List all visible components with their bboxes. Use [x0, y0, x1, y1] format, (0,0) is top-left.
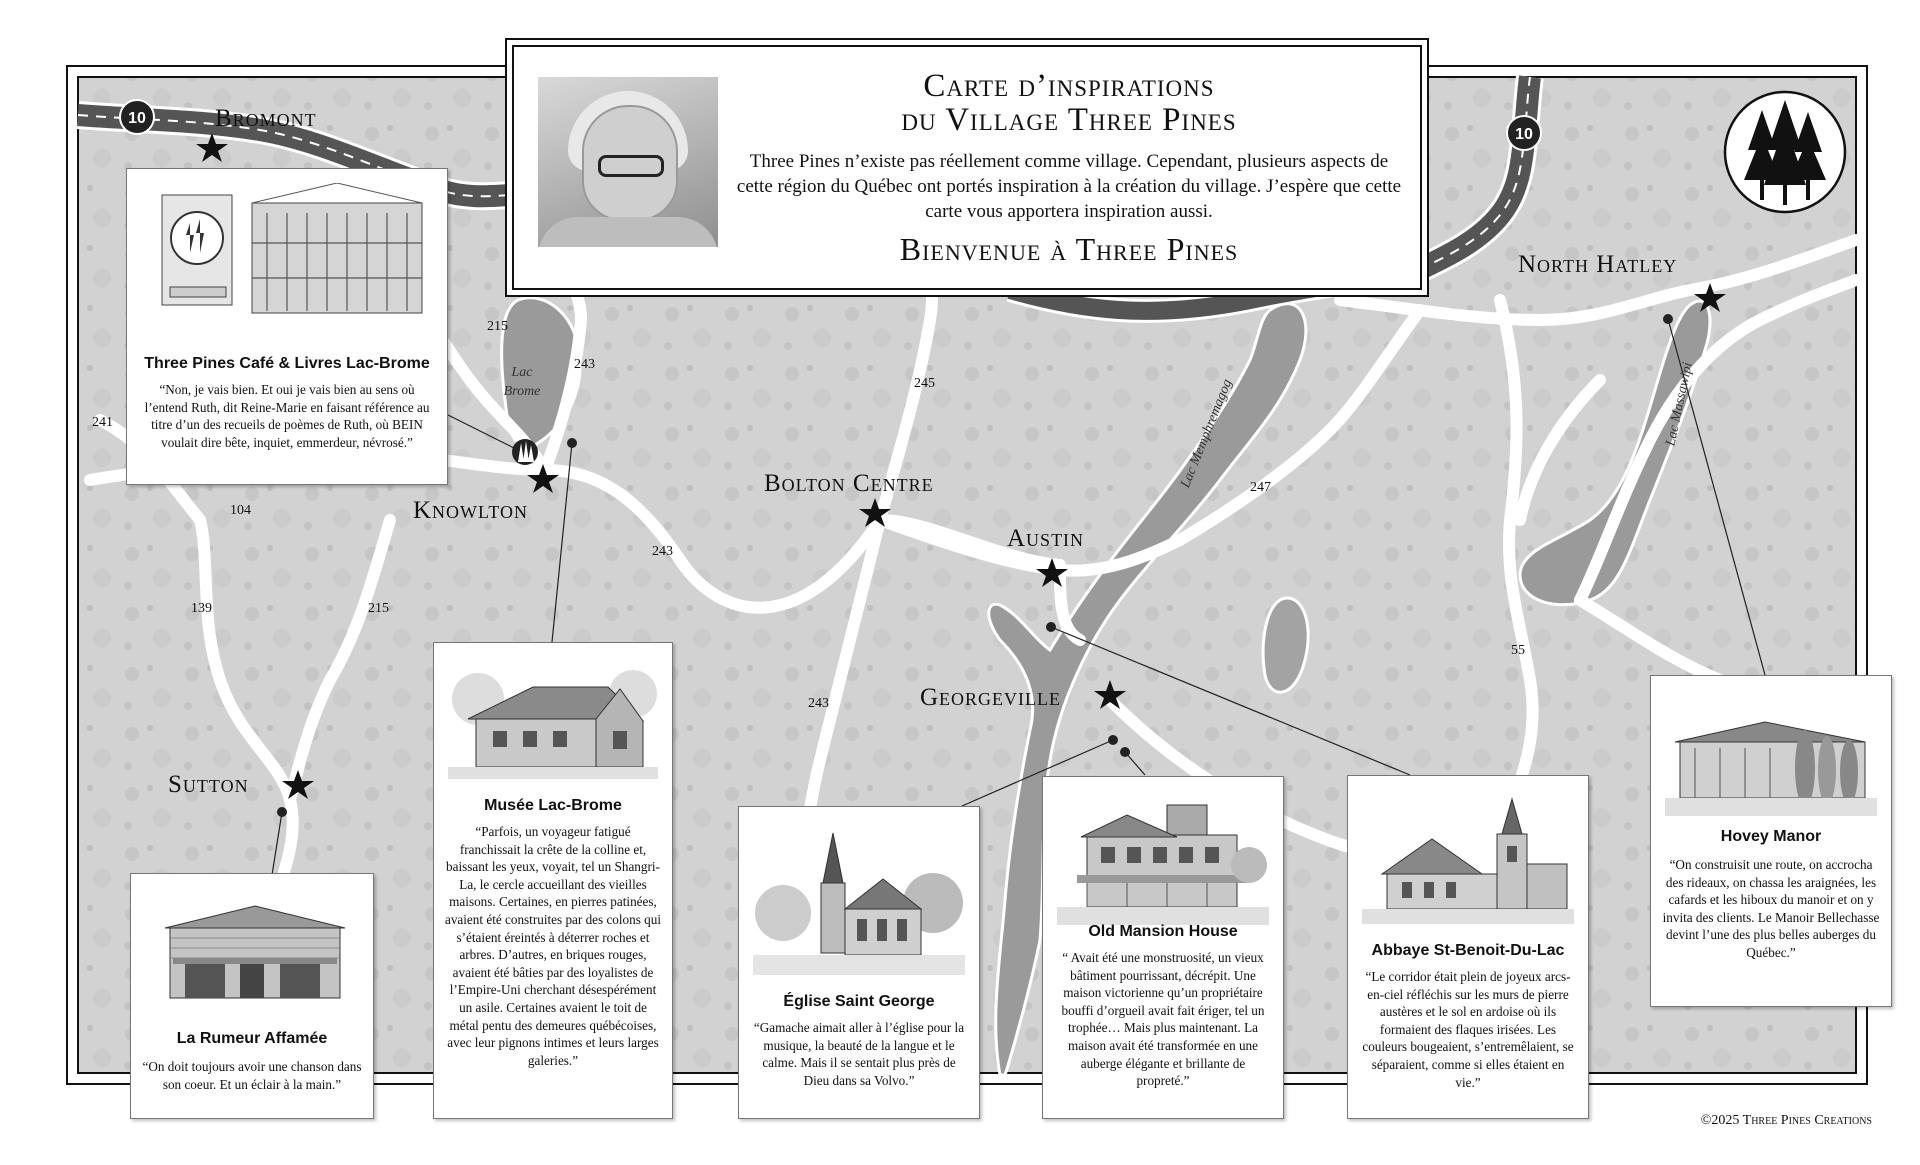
route-139: 139 [191, 601, 212, 616]
lake-massawipi-label: Lac Massawipi [1663, 361, 1696, 448]
highway-10-shield-west [120, 100, 154, 134]
lake-brome-label-line2: Brome [503, 384, 541, 399]
abbaye-name: Abbaye St-Benoit-Du-Lac [1371, 942, 1565, 959]
card-rumeur [130, 873, 374, 1119]
card-musee [433, 642, 673, 1119]
eglise-name: Église Saint George [783, 993, 935, 1010]
eglise-quote: “Gamache aimait aller à l’église pour la musique, la beauté de la langue et le calme. Mais il se sentait plus près de Dieu dans sa Volvo.” [753, 1020, 965, 1088]
town-bolton-centre: Bolton Centre [764, 470, 934, 497]
town-sutton: Sutton [168, 771, 249, 798]
cafe-quote: “Non, je vais bien. Et oui je vais bien au sens où l’entend Ruth, dit Reine-Marie en faisant référence au titre d’un des recueils de poèmes de Ruth, où BEIN voulait dire bête, inquiet, emmerdeur, névrosé.” [144, 382, 430, 450]
town-knowlton: Knowlton [413, 497, 529, 524]
hovey-illustration [1665, 698, 1877, 816]
map-intro: Three Pines n’existe pas réellement comme village. Cependant, plusieurs aspects de cette région du Québec ont portés inspiration à la création du village. J’espère que cette carte vous apportera inspiration aussi. [736, 151, 1402, 222]
hovey-name: Hovey Manor [1720, 828, 1822, 845]
town-bromont: Bromont [215, 105, 317, 132]
author-portrait [538, 77, 718, 247]
card-eglise [738, 806, 980, 1119]
route-215-south: 215 [368, 601, 389, 616]
copyright: ©2025 Three Pines Creations [1700, 1113, 1872, 1128]
cafe-name: Three Pines Café & Livres Lac-Brome [144, 355, 430, 372]
abbaye-quote: “Le corridor était plein de joyeux arcs-en-ciel réfléchis sur les murs de pierre austères et le sol en ardoise où ils formaient des flaques irisées. Les couleurs bougeaient, s’entremêlaient, se séparaient, comme si elles étaient en vie.” [1362, 969, 1574, 1090]
map-title-line1: Carte d’inspirations [923, 68, 1215, 104]
town-georgeville: Georgeville [920, 684, 1062, 711]
svg-text:10: 10 [1515, 126, 1533, 143]
three-pines-logo-icon [1725, 92, 1845, 212]
rumeur-quote: “On doit toujours avoir une chanson dans son coeur. Et un éclair à la main.” [142, 1059, 362, 1092]
card-abbaye [1347, 775, 1589, 1119]
hovey-quote: “On construisit une route, on accrocha des rideaux, on chassa les araignées, les cafards et les hiboux du manoir et on y invita des clients. Le Manoir Bellechasse devint l’une des plus belles auberges du Québec.” [1662, 857, 1880, 960]
lake-brome-label-line1: Lac [511, 365, 533, 380]
rumeur-name: La Rumeur Affamée [176, 1030, 328, 1047]
eglise-illustration [753, 823, 965, 975]
title-panel [512, 45, 1422, 290]
mansion-name: Old Mansion House [1088, 923, 1238, 940]
musee-quote: “Parfois, un voyageur fatigué franchissait la crête de la colline et, baissant les yeux, voyait, tel un Shangri-La, le cercle accueillant des vieilles maisons. Certaines, en pierres patinées, avaient été construites par des colons qui s’étaient éreintés à déterrer roches et arbres. D’autres, en briques rouges, avaient été bâties par des loyalistes de l’Empire-Uni cherchant désespérément un asile. Certaines avaient le toit de métal pentu des demeures québécoises, avec leur pignons intimes et leurs larges galeries.” [444, 824, 662, 1068]
lake-memphremagog-label: Lac Memphremagog [1178, 377, 1236, 491]
route-245: 245 [914, 376, 935, 391]
card-cafe [126, 168, 448, 485]
card-hovey [1650, 675, 1892, 1007]
map-welcome: Bienvenue à Three Pines [899, 231, 1239, 267]
abbaye-illustration [1362, 794, 1574, 924]
three-pines-marker-icon [512, 439, 538, 465]
mansion-quote: “ Avait été une monstruosité, un vieux bâtiment pourrissant, décrépit. Une maison victorienne qu’un propriétaire bouffi d’orgueil avait fait ériger, tel un trophée… Mais plus maintenant. La maison avait été transformée en une auberge élégante et brillante de propreté.” [1061, 950, 1265, 1089]
route-243-north: 243 [574, 357, 595, 372]
route-55: 55 [1511, 643, 1525, 658]
route-215-north: 215 [487, 319, 508, 334]
musee-name: Musée Lac-Brome [484, 797, 622, 814]
route-104: 104 [230, 503, 251, 518]
card-mansion [1042, 776, 1284, 1119]
route-247: 247 [1250, 480, 1271, 495]
rumeur-illustration [145, 898, 359, 1004]
route-243-south: 243 [808, 696, 829, 711]
town-austin: Austin [1007, 525, 1085, 552]
mansion-illustration [1057, 795, 1269, 925]
map-title [734, 69, 1404, 137]
route-241: 241 [92, 415, 113, 430]
highway-10-shield-east [1507, 116, 1541, 150]
musee-illustration [448, 659, 658, 779]
map-title-line2: du Village Three Pines [901, 102, 1237, 138]
town-north-hatley: North Hatley [1518, 251, 1678, 278]
svg-text:10: 10 [128, 110, 146, 127]
route-243-mid: 243 [652, 544, 673, 559]
cafe-illustration [141, 183, 433, 333]
